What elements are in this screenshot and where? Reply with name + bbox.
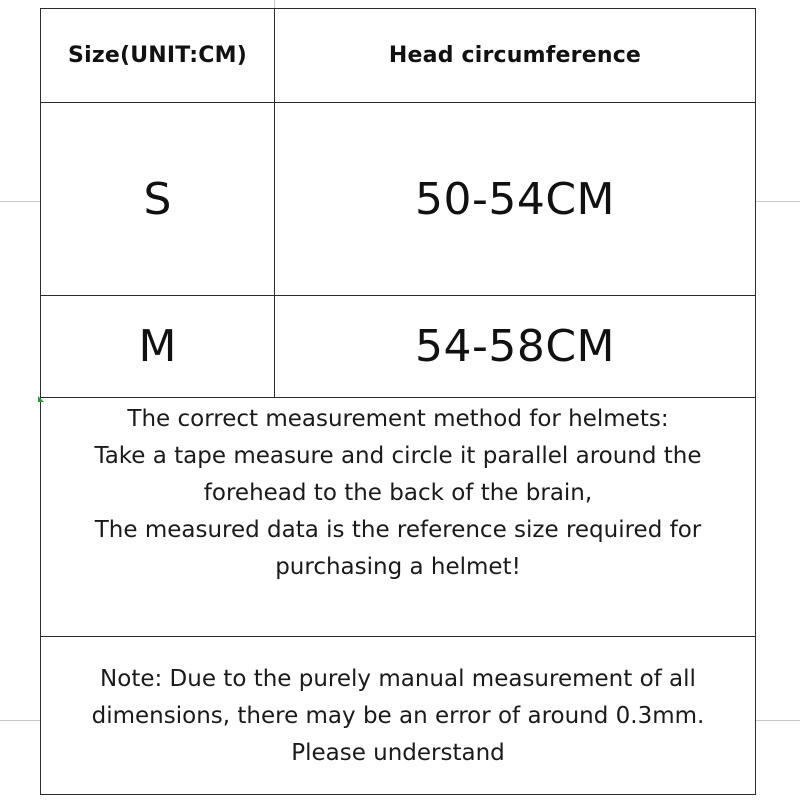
header-size-label: Size(UNIT:CM) (68, 43, 247, 68)
header-circumference-label: Head circumference (388, 43, 642, 68)
size-value: M (138, 321, 177, 372)
gridline-remnant (274, 0, 275, 8)
range-cell-m (275, 296, 755, 397)
range-cell-s (275, 103, 755, 295)
size-cell-s (41, 103, 274, 295)
header-circumference-cell (275, 9, 755, 102)
measurement-line: The correct measurement method for helmets: (127, 405, 669, 432)
note-line: Please understand (291, 739, 505, 766)
measurement-line: forehead to the back of the brain, (203, 479, 593, 506)
measurement-method-text (41, 398, 755, 588)
size-value: S (143, 173, 172, 225)
circumference-value: 54-58CM (414, 321, 616, 372)
measurement-line: Take a tape measure and circle it parallel around the (94, 442, 702, 469)
gridline-remnant (0, 201, 40, 202)
size-cell-m (41, 296, 274, 397)
table-right-border (755, 8, 756, 795)
table-bottom-border (40, 794, 756, 795)
measurement-line: purchasing a helmet! (275, 553, 521, 580)
gridline-remnant (756, 720, 800, 721)
measurement-line: The measured data is the reference size required for (94, 516, 702, 543)
note-text (41, 660, 755, 772)
header-size-cell (41, 9, 274, 102)
gridline-remnant (756, 201, 800, 202)
note-line: Note: Due to the purely manual measurement of all (100, 665, 696, 692)
note-line: dimensions, there may be an error of around 0.3mm. (91, 702, 705, 729)
gridline-remnant (0, 720, 40, 721)
measurement-note-divider (40, 636, 756, 637)
circumference-value: 50-54CM (414, 173, 616, 225)
